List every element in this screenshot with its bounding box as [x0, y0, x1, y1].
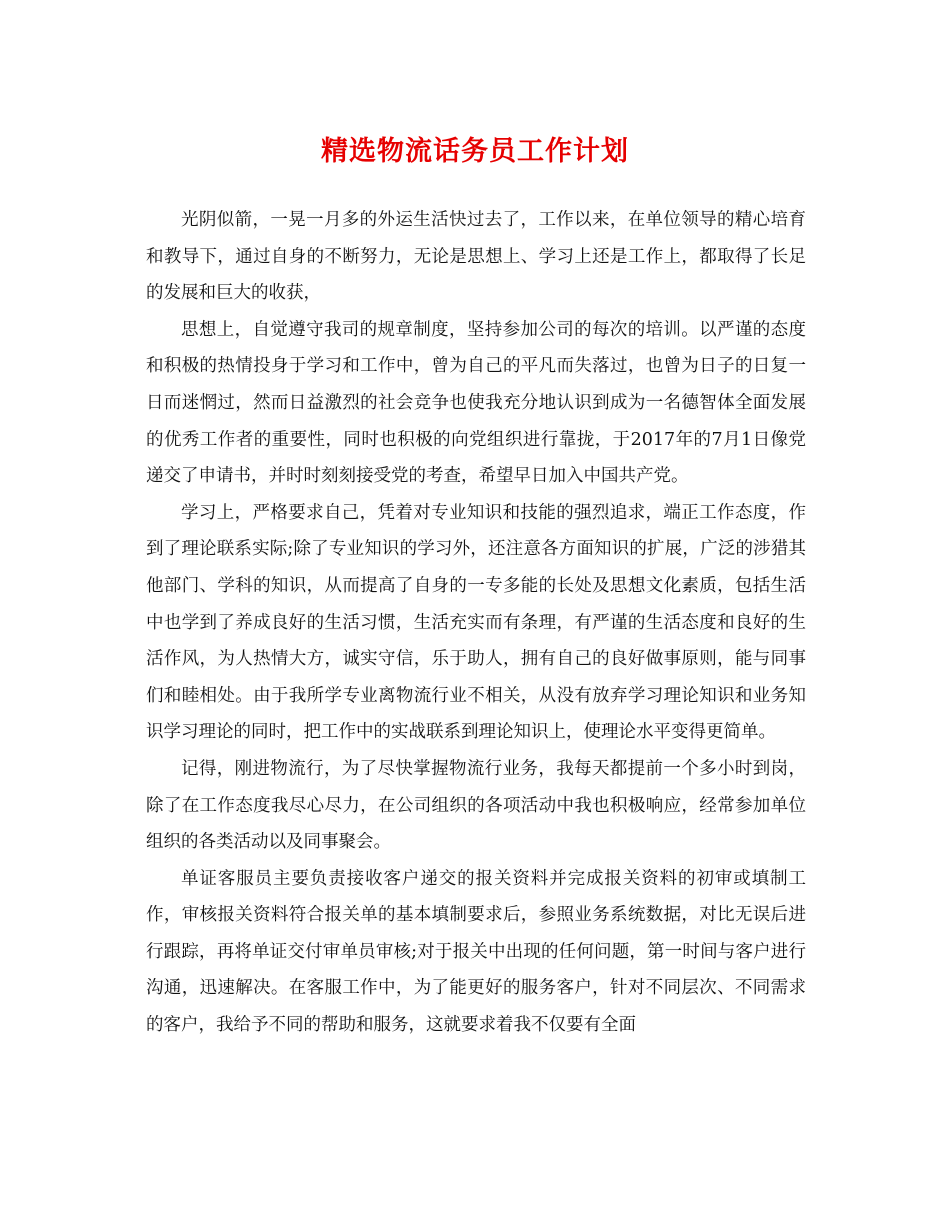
document-body: [146, 202, 806, 1044]
paragraph-intro: 光阴似箭，一晃一月多的外运生活快过去了，工作以来，在单位领导的精心培育和教导下，通过自身的不断努力，无论是思想上、学习上还是工作上，都取得了长足的发展和巨大的收获，: [146, 210, 806, 304]
paragraph-thought: 思想上，自觉遵守我司的规章制度，坚持参加公司的每次的培训。以严谨的态度和积极的热情投身于学习和工作中，曾为自己的平凡而失落过，也曾为日子的日复一日而迷惘过，然而日益激烈的社会竞争也使我充分地认识到成为一名德智体全面发展的优秀工作者的重要性，同时也积极的向党组织进行靠拢，于2017年的7月1日像党递交了申请书，并时时刻刻接受党的考查，希望早日加入中国共产党。: [146, 319, 806, 487]
document-title: 精选物流话务员工作计划: [321, 136, 629, 167]
paragraph-study: 学习上，严格要求自己，凭着对专业知识和技能的强烈追求，端正工作态度，作到了理论联系实际;除了专业知识的学习外，还注意各方面知识的扩展，广泛的涉猎其他部门、学科的知识，从而提高了自身的一专多能的长处及思想文化素质，包括生活中也学到了养成良好的生活习惯，生活充实而有条理，有严谨的生活态度和良好的生活作风，为人热情大方，诚实守信，乐于助人，拥有自己的良好做事原则，能与同事们和睦相处。由于我所学专业离物流行业不相关，从没有放弃学习理论知识和业务知识学习理论的同时，把工作中的实战联系到理论知识上，使理论水平变得更简单。: [146, 502, 806, 743]
paragraph-customer-service: 单证客服员主要负责接收客户递交的报关资料并完成报关资料的初审或填制工作，审核报关资料符合报关单的基本填制要求后，参照业务系统数据，对比无误后进行跟踪，再将单证交付审单员审核;对于报关中出现的任何问题，第一时间与客户进行沟通，迅速解决。在客服工作中，为了能更好的服务客户，针对不同层次、不同需求的客户，我给予不同的帮助和服务，这就要求着我不仅要有全面: [146, 868, 806, 1036]
paragraph-memory: 记得，刚进物流行，为了尽快掌握物流行业务，我每天都提前一个多小时到岗，除了在工作态度我尽心尽力，在公司组织的各项活动中我也积极响应，经常参加单位组织的各类活动以及同事聚会。: [146, 758, 806, 853]
